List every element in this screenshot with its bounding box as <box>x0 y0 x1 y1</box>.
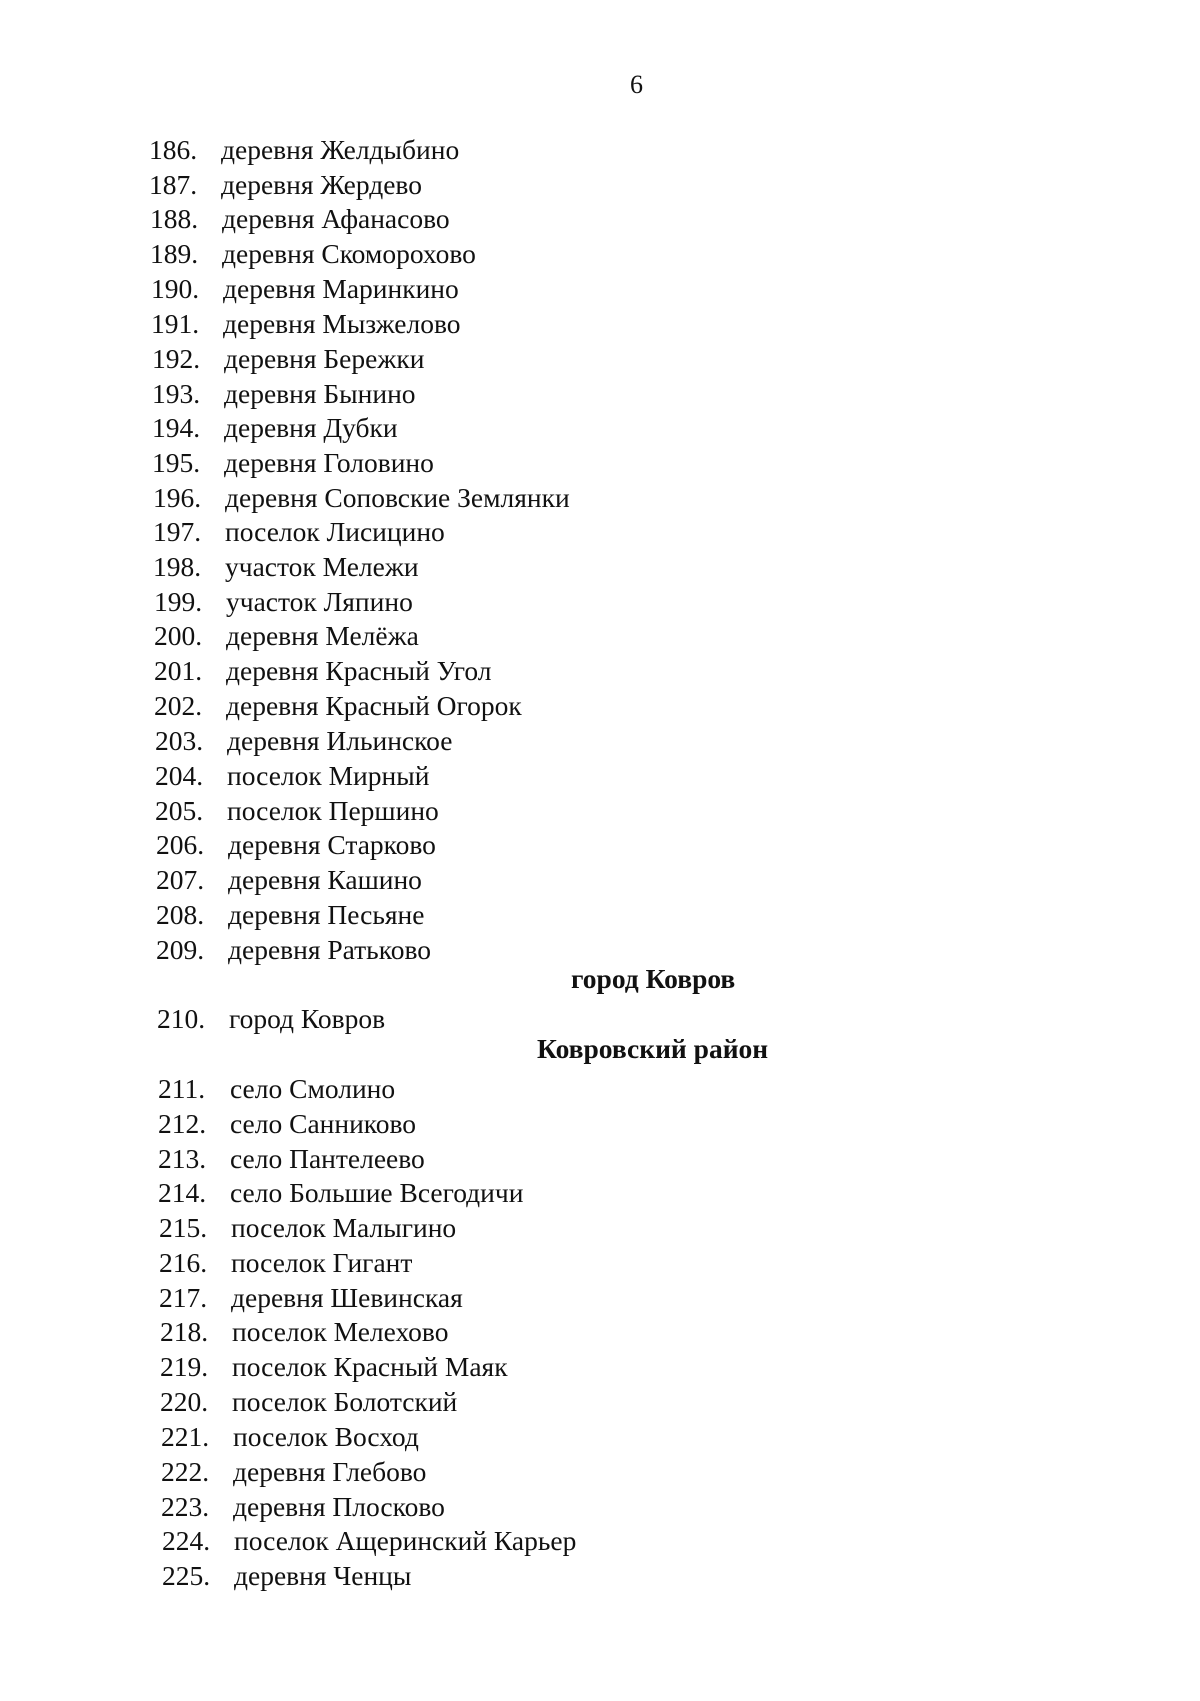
item-number: 215. <box>159 1212 208 1243</box>
item-number: 199. <box>154 586 203 617</box>
item-number: 202. <box>154 690 203 721</box>
settlement-name: деревня Мелёжа <box>226 620 419 651</box>
settlement-name: деревня Ратьково <box>228 934 431 965</box>
item-number: 221. <box>161 1421 210 1452</box>
settlement-name: деревня Бынино <box>224 378 416 409</box>
item-number: 206. <box>156 829 205 860</box>
item-number: 198. <box>153 551 202 582</box>
settlement-name: деревня Глебово <box>233 1456 427 1487</box>
settlement-name: участок Ляпино <box>226 586 413 617</box>
item-number: 203. <box>155 725 204 756</box>
item-number: 201. <box>154 655 203 686</box>
settlement-name: поселок Гигант <box>231 1247 413 1278</box>
settlement-name: деревня Афанасово <box>222 203 450 234</box>
settlement-name: поселок Восход <box>233 1421 419 1452</box>
settlement-name: деревня Жердево <box>221 169 422 200</box>
item-number: 192. <box>152 343 201 374</box>
settlement-name: поселок Першино <box>227 795 439 826</box>
settlement-name: поселок Болотский <box>232 1386 458 1417</box>
item-number: 204. <box>155 760 204 791</box>
settlement-name: деревня Мызжелово <box>223 308 461 339</box>
item-number: 219. <box>160 1351 209 1382</box>
item-number: 212. <box>158 1108 207 1139</box>
item-number: 187. <box>149 169 198 200</box>
item-number: 190. <box>151 273 200 304</box>
page-number: 6 <box>630 70 643 99</box>
item-number: 214. <box>158 1177 207 1208</box>
settlement-name: деревня Бережки <box>224 343 425 374</box>
item-number: 209. <box>156 934 205 965</box>
section-heading-kovrov-city: город Ковров <box>571 963 736 994</box>
settlement-name: поселок Мелехово <box>232 1316 449 1347</box>
item-number: 195. <box>152 447 201 478</box>
settlement-name: город Ковров <box>229 1003 386 1034</box>
item-number: 205. <box>155 795 204 826</box>
settlement-name: участок Мележи <box>225 551 419 582</box>
item-number: 224. <box>162 1525 211 1556</box>
item-number: 225. <box>162 1560 211 1591</box>
item-number: 191. <box>151 308 200 339</box>
settlement-name: деревня Соповские Землянки <box>225 482 570 513</box>
item-number: 196. <box>153 482 202 513</box>
settlement-name: деревня Головино <box>224 447 434 478</box>
item-number: 188. <box>150 203 199 234</box>
settlement-name: поселок Ащеринский Карьер <box>234 1525 577 1556</box>
item-number: 194. <box>152 412 201 443</box>
settlement-name: деревня Шевинская <box>231 1282 463 1313</box>
item-number: 216. <box>159 1247 208 1278</box>
item-number: 208. <box>156 899 205 930</box>
item-number: 186. <box>149 134 198 165</box>
item-number: 217. <box>159 1282 208 1313</box>
settlement-name: поселок Мирный <box>227 760 430 791</box>
item-number: 210. <box>157 1003 206 1034</box>
settlement-name: поселок Лисицино <box>225 516 445 547</box>
item-number: 197. <box>153 516 202 547</box>
settlement-name: деревня Дубки <box>224 412 398 443</box>
settlement-name: село Пантелеево <box>230 1143 425 1174</box>
item-number: 200. <box>154 620 203 651</box>
settlement-name: деревня Кашино <box>228 864 422 895</box>
settlement-name: деревня Плосково <box>233 1491 445 1522</box>
settlement-name: село Смолино <box>230 1073 396 1104</box>
item-number: 222. <box>161 1456 210 1487</box>
item-number: 218. <box>160 1316 209 1347</box>
settlement-name: деревня Маринкино <box>223 273 459 304</box>
settlement-name: село Санниково <box>230 1108 417 1139</box>
section-heading-kovrov-district: Ковровский район <box>537 1033 769 1064</box>
settlement-name: поселок Малыгино <box>231 1212 457 1243</box>
settlement-name: село Большие Всегодичи <box>230 1177 524 1208</box>
item-number: 189. <box>150 238 199 269</box>
item-number: 193. <box>152 378 201 409</box>
item-number: 211. <box>158 1073 206 1104</box>
item-number: 220. <box>160 1386 209 1417</box>
settlement-name: деревня Ченцы <box>234 1560 412 1591</box>
settlement-name: деревня Песьяне <box>228 899 425 930</box>
settlement-name: деревня Красный Огорок <box>226 690 522 721</box>
settlement-name: деревня Скоморохово <box>222 238 476 269</box>
item-number: 207. <box>156 864 205 895</box>
settlement-name: деревня Ильинское <box>227 725 453 756</box>
settlement-name: деревня Желдыбино <box>221 134 460 165</box>
settlement-name: деревня Старково <box>228 829 436 860</box>
item-number: 213. <box>158 1143 207 1174</box>
settlement-name: поселок Красный Маяк <box>232 1351 508 1382</box>
settlement-name: деревня Красный Угол <box>226 655 492 686</box>
item-number: 223. <box>161 1491 210 1522</box>
